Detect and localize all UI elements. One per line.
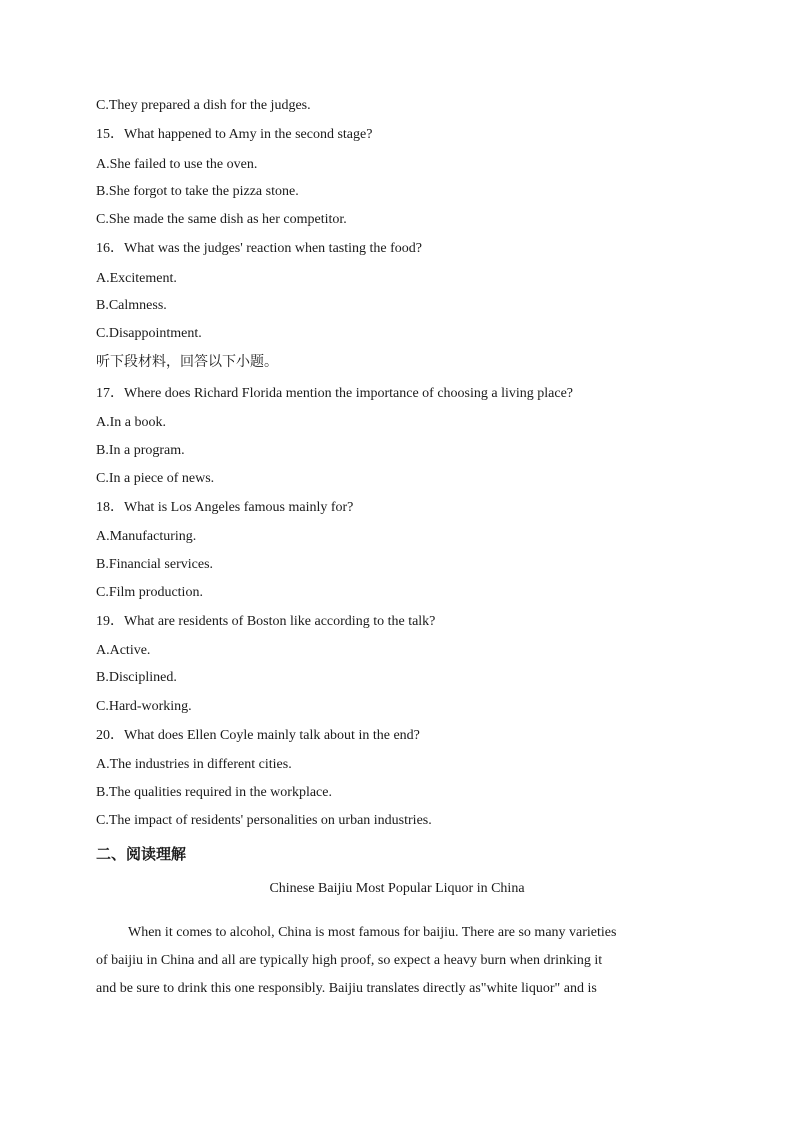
option-14c: C.They prepared a dish for the judges. bbox=[96, 98, 311, 113]
option-15a: A.She failed to use the oven. bbox=[96, 157, 258, 172]
option-16a: A.Excitement. bbox=[96, 271, 177, 286]
question-20: 20．What does Ellen Coyle mainly talk about in the end? bbox=[96, 728, 420, 743]
option-19a: A.Active. bbox=[96, 643, 151, 658]
question-19: 19．What are residents of Boston like according to the talk? bbox=[96, 614, 436, 629]
option-18c: C.Film production. bbox=[96, 585, 203, 600]
question-18: 18．What is Los Angeles famous mainly for? bbox=[96, 500, 354, 515]
passage-line: When it comes to alcohol, China is most famous for baijiu. There are so many varieties bbox=[128, 925, 617, 940]
option-17b: B.In a program. bbox=[96, 443, 185, 458]
listening-instruction: 听下段材料，回答以下小题。 bbox=[96, 354, 278, 370]
option-17a: A.In a book. bbox=[96, 415, 166, 430]
option-17c: C.In a piece of news. bbox=[96, 471, 215, 486]
question-16: 16．What was the judges' reaction when tasting the food? bbox=[96, 241, 422, 256]
option-15c: C.She made the same dish as her competitor. bbox=[96, 212, 347, 227]
option-18b: B.Financial services. bbox=[96, 557, 214, 572]
section-heading: 二、阅读理解 bbox=[96, 845, 187, 863]
option-16c: C.Disappointment. bbox=[96, 326, 202, 341]
passage-line: of baijiu in China and all are typically high proof, so expect a heavy burn when drinking it bbox=[96, 953, 603, 968]
option-20a: A.The industries in different cities. bbox=[96, 757, 292, 772]
option-18a: A.Manufacturing. bbox=[96, 529, 197, 544]
option-19c: C.Hard-working. bbox=[96, 699, 192, 714]
option-20b: B.The qualities required in the workplace. bbox=[96, 785, 332, 800]
passage-title: Chinese Baijiu Most Popular Liquor in China bbox=[269, 881, 525, 896]
option-16b: B.Calmness. bbox=[96, 298, 167, 313]
question-17: 17．Where does Richard Florida mention the importance of choosing a living place? bbox=[96, 386, 574, 401]
option-15b: B.She forgot to take the pizza stone. bbox=[96, 184, 299, 199]
option-20c: C.The impact of residents' personalities on urban industries. bbox=[96, 813, 432, 828]
question-15: 15．What happened to Amy in the second stage? bbox=[96, 127, 373, 142]
passage-line: and be sure to drink this one responsibly. Baijiu translates directly as"white liquor" and is bbox=[96, 981, 597, 996]
option-19b: B.Disciplined. bbox=[96, 670, 177, 685]
